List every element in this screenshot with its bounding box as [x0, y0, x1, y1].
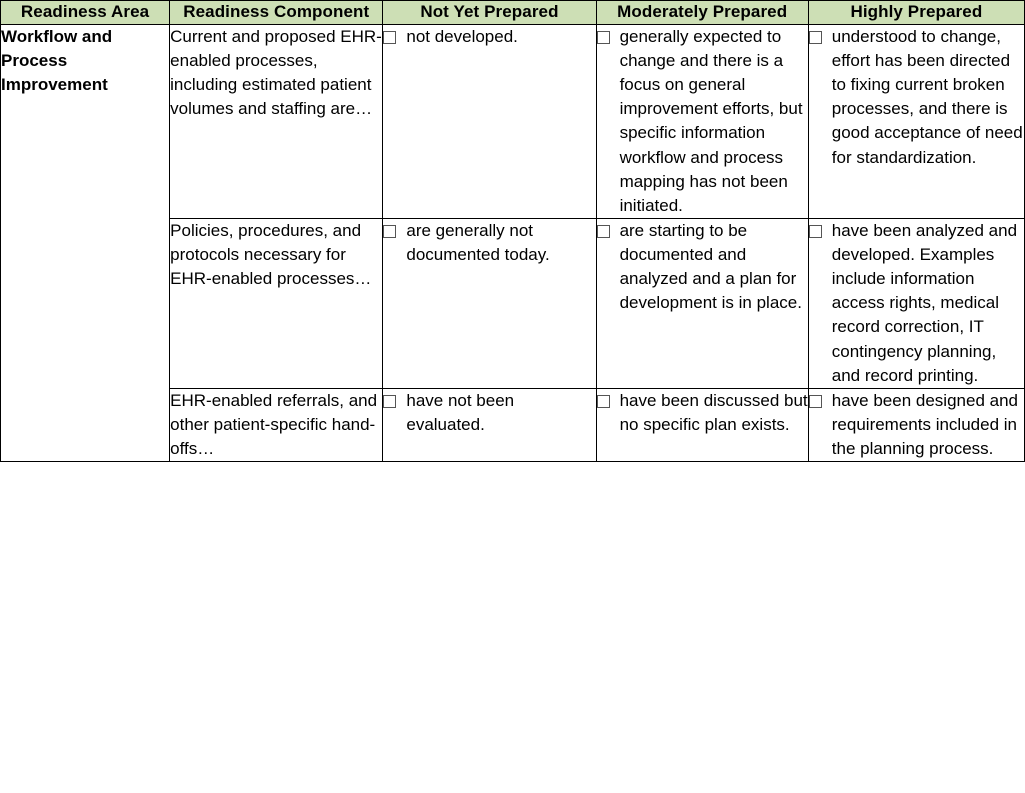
highly-prepared-cell	[808, 218, 1024, 388]
readiness-component-cell: EHR-enabled referrals, and other patient-specific hand-offs…	[170, 388, 383, 461]
checkbox-icon[interactable]	[383, 31, 396, 44]
option-label: not developed.	[406, 26, 518, 46]
option-label: are generally not documented today.	[406, 220, 550, 265]
table-body	[1, 24, 1025, 461]
not-yet-prepared-cell	[383, 24, 596, 218]
readiness-area-label: Workflow and Process Improvement	[1, 26, 113, 95]
checkbox-icon[interactable]	[597, 395, 610, 408]
readiness-component-cell: Current and proposed EHR-enabled processes, including estimated patient volumes and staffing are…	[170, 24, 383, 218]
not-yet-prepared-cell	[383, 218, 596, 388]
option-item[interactable]	[809, 219, 1024, 388]
moderately-prepared-cell	[596, 388, 808, 461]
option-label: have not been evaluated.	[406, 390, 515, 434]
option-item[interactable]	[809, 389, 1024, 461]
table-row	[1, 24, 1025, 218]
checkbox-icon[interactable]	[597, 31, 610, 44]
checkbox-icon[interactable]	[597, 225, 610, 238]
option-label: are starting to be documented and analyzed and a plan for development is in place.	[619, 220, 802, 313]
moderately-prepared-cell	[596, 24, 808, 218]
moderately-prepared-cell	[596, 218, 808, 388]
option-label: understood to change, effort has been directed to fixing current broken processes, and there is good acceptance of need for standardization.	[831, 26, 1023, 167]
option-label: have been analyzed and developed. Examples include information access rights, medical record correction, IT contingency planning, and record printing.	[831, 220, 1018, 385]
option-label: generally expected to change and there is a focus on general improvement efforts, but specific information workflow and process mapping has not been initiated.	[619, 26, 803, 215]
option-item[interactable]	[597, 389, 808, 437]
checkbox-icon[interactable]	[809, 31, 822, 44]
checkbox-icon[interactable]	[383, 395, 396, 408]
checkbox-icon[interactable]	[383, 225, 396, 238]
option-item[interactable]	[383, 389, 595, 437]
readiness-component-cell: Policies, procedures, and protocols necessary for EHR-enabled processes…	[170, 218, 383, 388]
readiness-area-cell	[1, 24, 170, 461]
checkbox-icon[interactable]	[809, 225, 822, 238]
not-yet-prepared-cell	[383, 388, 596, 461]
option-item[interactable]	[597, 25, 808, 218]
highly-prepared-cell	[808, 24, 1024, 218]
option-label: have been designed and requirements included in the planning process.	[831, 390, 1018, 459]
table-header	[1, 1, 1025, 25]
option-label: have been discussed but no specific plan exists.	[619, 390, 808, 434]
column-header-not-yet-prepared: Not Yet Prepared	[383, 1, 596, 25]
checkbox-icon[interactable]	[809, 395, 822, 408]
option-item[interactable]	[383, 219, 595, 267]
header-row	[1, 1, 1025, 25]
column-header-readiness-area: Readiness Area	[1, 1, 170, 25]
highly-prepared-cell	[808, 388, 1024, 461]
column-header-moderately-prepared: Moderately Prepared	[596, 1, 808, 25]
column-header-readiness-component: Readiness Component	[170, 1, 383, 25]
option-item[interactable]	[597, 219, 808, 316]
option-item[interactable]	[383, 25, 595, 49]
option-item[interactable]	[809, 25, 1024, 170]
column-header-highly-prepared: Highly Prepared	[808, 1, 1024, 25]
